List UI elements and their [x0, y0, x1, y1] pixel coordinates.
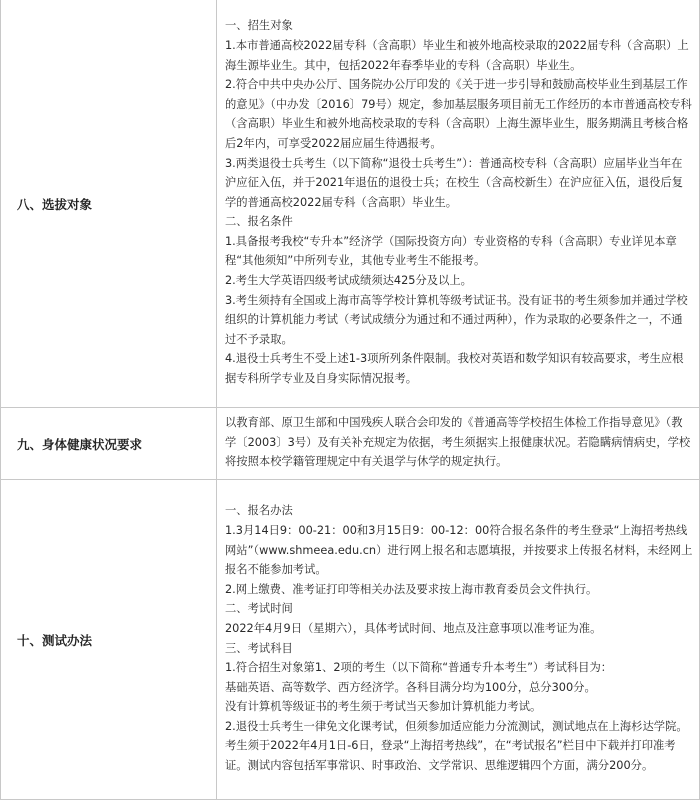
- row-content-test-method: [217, 480, 700, 800]
- table-row: [1, 0, 700, 408]
- content-line: 2.网上缴费、准考证打印等相关办法及要求按上海市教育委员会文件执行。: [225, 582, 598, 596]
- content-line: 基础英语、高等数学、西方经济学。各科目满分均为100分，总分300分。: [225, 680, 596, 694]
- content-line: 1.具备报考我校“专升本”经济学（国际投资方向）专业资格的专科（含高职）专业详见本章程“其他须知”中所列专业，其他专业考生不能报考。: [225, 234, 677, 268]
- table-row: [1, 408, 700, 480]
- content-line: 一、报名办法: [225, 504, 293, 518]
- content-line: 4.退役士兵考生不受上述1-3项所列条件限制。我校对英语和数学知识有较高要求，考生应根据专科所学专业及自身实际情况报考。: [225, 352, 684, 386]
- table-row: [1, 480, 700, 800]
- row-label-health-requirements: 九、身体健康状况要求: [1, 408, 217, 480]
- content-line: 没有计算机等级证书的考生须于考试当天参加计算机能力考试。: [225, 700, 542, 714]
- content-line: 3.两类退役士兵考生（以下简称“退役士兵考生”）：普通高校专科（含高职）应届毕业当年在沪应征入伍，并于2021年退伍的退役士兵；在校生（含高校新生）在沪应征入伍，退役后复学的普通高校2022届专科（含高职）毕业生。: [225, 156, 684, 209]
- content-line: 2.符合中共中央办公厅、国务院办公厅印发的《关于进一步引导和鼓励高校毕业生到基层工作的意见》（中办发〔2016〕79号）规定，参加基层服务项目前无工作经历的本市普通高校专科（含高职）毕业生和被外地高校录取的专科（含高职）上海生源毕业生，服务期满且考核合格后2年内，可享受2022届应届生待遇报考。: [225, 78, 692, 150]
- content-line: 1.本市普通高校2022届专科（含高职）毕业生和被外地高校录取的2022届专科（含高职）上海生源毕业生。其中，包括2022年春季毕业的专科（含高职）毕业生。: [225, 38, 689, 72]
- row-content-selection-target: [217, 0, 700, 408]
- content-line: 1.符合招生对象第1、2项的考生（以下简称“普通专升本考生”）考试科目为：: [225, 661, 613, 675]
- content-line: 三、考试科目: [225, 641, 293, 655]
- content-line: 3.考生须持有全国或上海市高等学校计算机等级考试证书。没有证书的考生须参加并通过学校组织的计算机能力考试（考试成绩分为通过和不通过两种），作为录取的必要条件之一，不通过不予录取。: [225, 293, 688, 346]
- row-content-health-requirements: [217, 408, 700, 480]
- row-label-selection-target: 八、选拔对象: [1, 0, 217, 408]
- content-line: 2.考生大学英语四级考试成绩须达425分及以上。: [225, 274, 472, 288]
- content-line: 二、报名条件: [225, 215, 293, 229]
- content-line: 以教育部、原卫生部和中国残疾人联合会印发的《普通高等学校招生体检工作指导意见》（教学〔2003〕3号）及有关补充规定为依据，考生须据实上报健康状况。若隐瞒病情病史，学校将按照本校学籍管理规定中有关退学与休学的规定执行。: [225, 416, 691, 469]
- content-line: 1.3月14日9：00-21：00和3月15日9：00-12：00符合报名条件的考生登录“上海招考热线网站”（www.shmeea.edu.cn）进行网上报名和志愿填报，并按要求上传报名材料，未经网上报名不能参加考试。: [225, 523, 693, 577]
- content-line: 2.退役士兵考生一律免文化课考试，但须参加适应能力分流测试，测试地点在上海杉达学院。考生须于2022年4月1日-6日，登录“上海招考热线”，在“考试报名”栏目中下载并打印准考证。测试内容包括军事常识、时事政治、文学常识、思维逻辑四个方面，满分200分。: [225, 719, 688, 773]
- row-label-test-method: 十、测试办法: [1, 480, 217, 800]
- content-line: 二、考试时间: [225, 602, 293, 616]
- content-line: 一、招生对象: [225, 19, 293, 33]
- content-line: 2022年4月9日（星期六），具体考试时间、地点及注意事项以准考证为准。: [225, 621, 602, 635]
